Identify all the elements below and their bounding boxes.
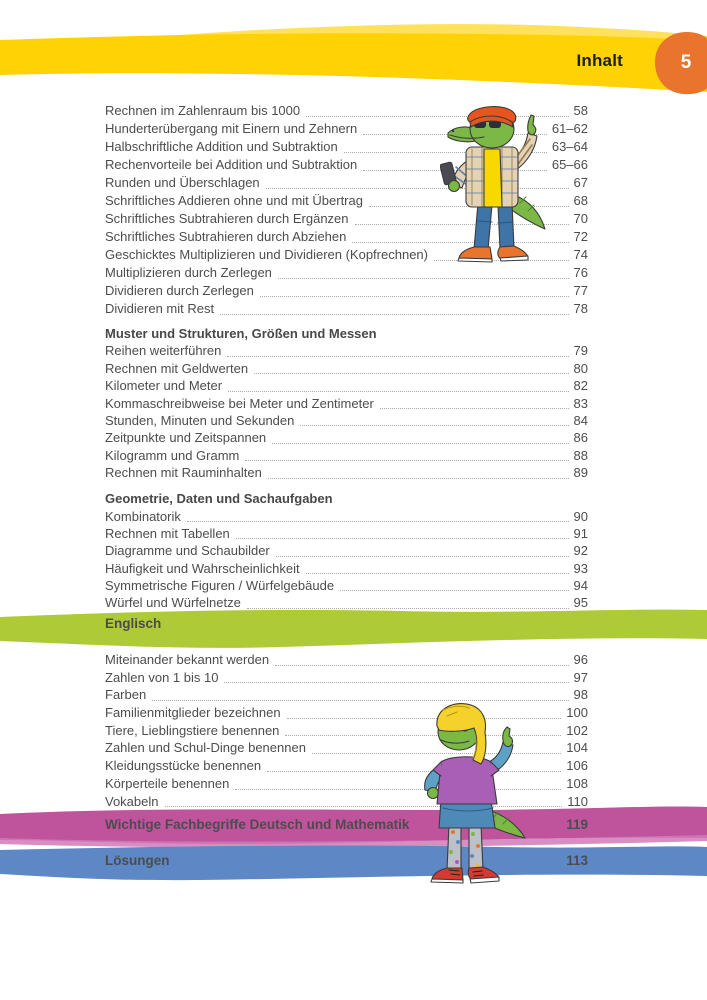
toc-entry-label: Symmetrische Figuren / Würfelgebäude	[105, 578, 335, 594]
toc-entry	[105, 651, 588, 669]
toc-entry-page: 93	[573, 560, 588, 576]
toc-entry-label: Zahlen und Schul-Dinge benennen	[105, 740, 306, 756]
toc-entry-label: Kilogramm und Gramm	[105, 447, 240, 463]
footer-wave-bands	[0, 798, 707, 890]
toc-entry-page: 77	[573, 283, 588, 298]
toc-entry-page: 96	[573, 652, 588, 667]
toc-entry-label: Hunderterübergang mit Einern und Zehnern	[105, 121, 358, 136]
toc-entry-page: 86	[573, 430, 588, 446]
toc-entry	[105, 395, 588, 412]
dotted-leader	[275, 665, 568, 666]
toc-entry-page: 79	[573, 343, 588, 359]
toc-entry-page: 95	[573, 595, 588, 611]
page-title: Inhalt	[576, 51, 623, 70]
toc-entry	[105, 360, 588, 377]
dotted-leader	[227, 356, 568, 357]
toc-entry-page: 80	[573, 360, 588, 376]
toc-entry-label: Würfel und Würfelnetze	[105, 595, 241, 611]
toc-entry-page: 110	[567, 793, 588, 809]
crocodile-boy-illustration	[440, 103, 546, 265]
toc-entry-label: Häufigkeit und Wahrscheinlichkeit	[105, 560, 300, 576]
toc-entry-page: 100	[566, 705, 588, 721]
toc-entry-label: Zahlen von 1 bis 10	[105, 669, 219, 685]
toc-entry-label: Geschicktes Multiplizieren und Dividieren (Kopfrechnen)	[105, 247, 428, 262]
toc-entry-label: Rechnen mit Tabellen	[105, 525, 230, 541]
toc-entry-label: Kombinatorik	[105, 508, 181, 524]
toc-entry-page: 72	[573, 229, 588, 244]
toc-entry	[105, 412, 588, 429]
toc-entry	[105, 447, 588, 464]
toc-entry-page: 61–62	[551, 121, 588, 136]
toc-entry-page: 58	[573, 103, 588, 118]
toc-entry-page: 106	[566, 758, 588, 774]
toc-entry-label: Reihen weiterführen	[105, 343, 222, 359]
toc-entry-page: 90	[573, 508, 588, 524]
english-band-label	[105, 615, 588, 633]
toc-entry-page: 97	[573, 669, 588, 685]
toc-entry-label: Runden und Überschlagen	[105, 175, 260, 190]
toc-entry-page: 83	[573, 395, 588, 411]
toc-entry-page: 74	[573, 247, 588, 262]
dotted-leader	[220, 314, 568, 315]
toc-section-geometry	[105, 508, 588, 612]
toc-entry-page: 91	[573, 525, 588, 541]
dotted-leader	[228, 391, 568, 392]
toc-entry	[105, 577, 588, 594]
toc-entry-label: Multiplizieren durch Zerlegen	[105, 265, 272, 280]
dotted-leader	[306, 573, 569, 574]
toc-entry-page: 84	[573, 412, 588, 428]
toc-entry	[105, 429, 588, 446]
toc-entry-label: Diagramme und Schaubilder	[105, 543, 270, 559]
dotted-leader	[340, 590, 568, 591]
toc-entry-label: Zeitpunkte und Zeitspannen	[105, 430, 267, 446]
toc-entry-page: 78	[573, 301, 588, 316]
toc-entry-page: 68	[573, 193, 588, 208]
toc-entry	[105, 377, 588, 394]
toc-entry-label: Rechnen mit Rauminhalten	[105, 465, 262, 481]
toc-entry-label: Dividieren mit Rest	[105, 301, 215, 316]
dotted-leader	[245, 460, 568, 461]
toc-section-heading-measures: Muster und Strukturen, Größen und Messen	[105, 326, 377, 341]
toc-entry-page: 98	[573, 687, 588, 703]
toc-entry-label: Kleidungsstücke benennen	[105, 758, 262, 774]
toc-entry-label: Farben	[105, 687, 147, 703]
toc-entry	[105, 508, 588, 525]
toc-entry-label: Schriftliches Subtrahieren durch Abziehen	[105, 229, 347, 244]
dotted-leader	[268, 478, 569, 479]
toc-entry-label: Halbschriftliche Addition und Subtraktion	[105, 139, 338, 154]
toc-entry	[105, 464, 588, 481]
toc-section-heading-geometry: Geometrie, Daten und Sachaufgaben	[105, 490, 333, 506]
toc-entry-label: Vokabeln	[105, 793, 159, 809]
toc-entry-page: 92	[573, 543, 588, 559]
toc-entry-label: Körperteile benennen	[105, 775, 230, 791]
toc-entry-label: Rechenvorteile bei Addition und Subtraktion	[105, 157, 358, 172]
solutions-band-label: Lösungen	[105, 853, 170, 868]
toc-entry-page: 70	[573, 211, 588, 226]
english-band-text: Englisch	[105, 616, 162, 631]
toc-entry	[105, 300, 588, 318]
dotted-leader	[224, 682, 568, 683]
solutions-band-page: 113	[566, 853, 588, 868]
toc-entry-page: 76	[573, 265, 588, 280]
toc-entry-label: Miteinander bekannt werden	[105, 652, 270, 667]
toc-entry	[105, 282, 588, 300]
toc-entry-page: 65–66	[551, 157, 588, 172]
toc-entry-page: 104	[566, 740, 588, 756]
toc-entry-page: 82	[573, 378, 588, 394]
toc-entry-page: 89	[573, 465, 588, 481]
toc-entry-label: Tiere, Lieblingstiere benennen	[105, 722, 280, 738]
toc-entry	[105, 525, 588, 542]
dotted-leader	[187, 521, 569, 522]
toc-entry	[105, 669, 588, 687]
toc-entry-label: Familienmitglieder bezeichnen	[105, 705, 281, 721]
toc-entry-label: Kilometer und Meter	[105, 378, 223, 394]
toc-entry-page: 102	[566, 722, 588, 738]
toc-entry	[105, 342, 588, 359]
terms-band-label: Wichtige Fachbegriffe Deutsch und Mathematik	[105, 817, 410, 832]
dotted-leader	[276, 556, 569, 557]
dotted-leader	[260, 296, 569, 297]
dotted-leader	[380, 408, 569, 409]
toc-entry-label: Schriftliches Addieren ohne und mit Übertrag	[105, 193, 363, 208]
toc-entry-page: 67	[573, 175, 588, 190]
toc-entry-page: 94	[573, 578, 588, 594]
toc-entry-label: Rechnen mit Geldwerten	[105, 360, 249, 376]
toc-entry-label: Kommaschreibweise bei Meter und Zentimeter	[105, 395, 374, 411]
crocodile-girl-illustration	[403, 700, 533, 884]
page-number: 5	[680, 52, 692, 73]
dotted-leader	[254, 373, 568, 374]
toc-entry	[105, 560, 588, 577]
dotted-leader	[300, 425, 568, 426]
toc-entry-label: Dividieren durch Zerlegen	[105, 283, 254, 298]
toc-entry-page: 108	[566, 775, 588, 791]
toc-entry-page: 88	[573, 447, 588, 463]
dotted-leader	[272, 443, 568, 444]
toc-entry-label: Stunden, Minuten und Sekunden	[105, 412, 295, 428]
dotted-leader	[278, 278, 569, 279]
toc-entry-label: Rechnen im Zahlenraum bis 1000	[105, 103, 301, 118]
toc-section-measures	[105, 342, 588, 481]
terms-band-page: 119	[566, 817, 588, 832]
toc-entry	[105, 264, 588, 282]
dotted-leader	[236, 538, 569, 539]
toc-entry-page: 63–64	[551, 139, 588, 154]
toc-entry-label: Schriftliches Subtrahieren durch Ergänzen	[105, 211, 349, 226]
toc-entry	[105, 542, 588, 559]
